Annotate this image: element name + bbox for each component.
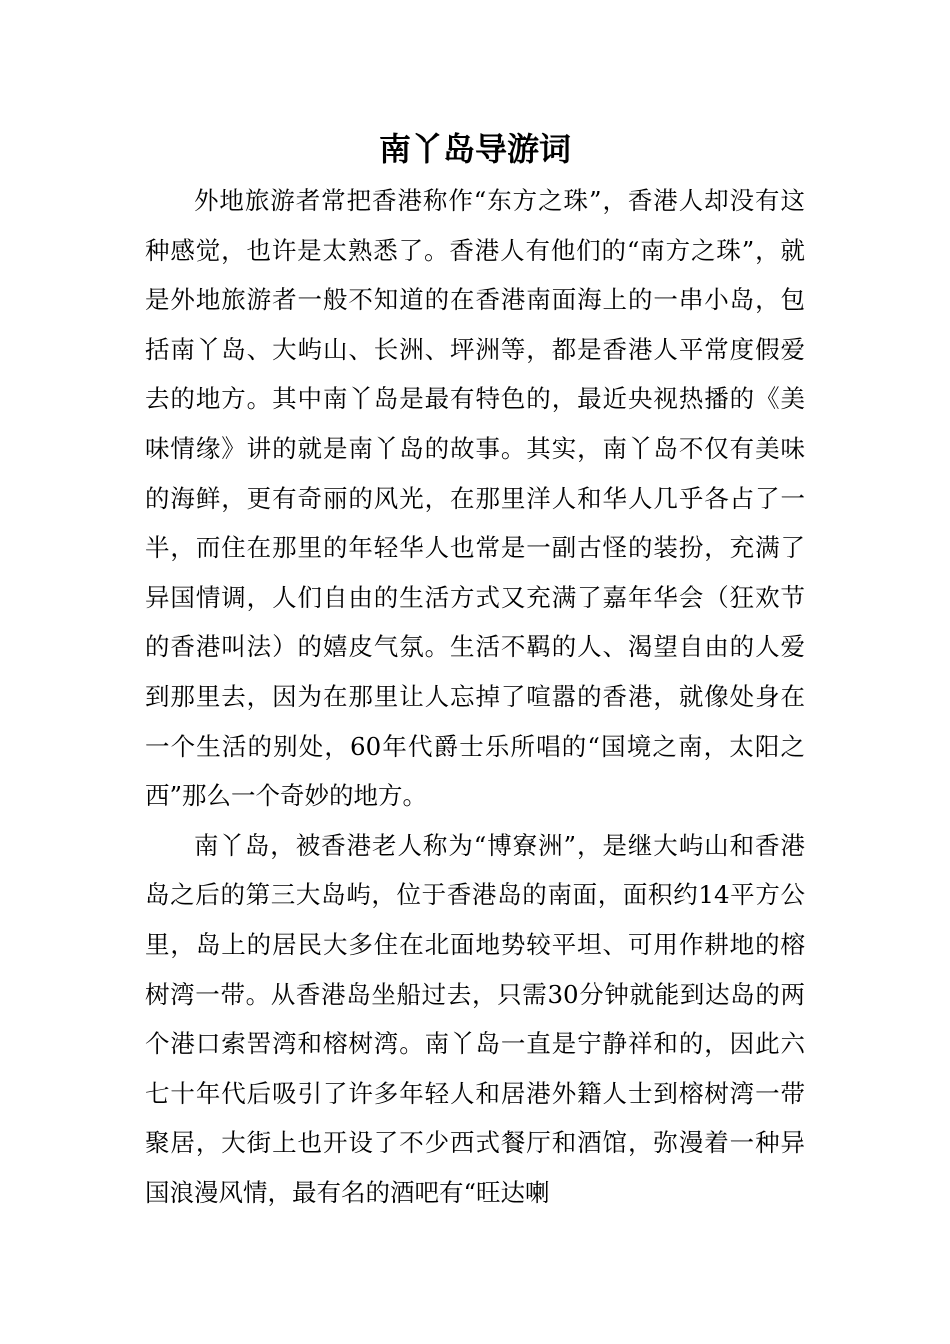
document-body bbox=[145, 176, 805, 1217]
paragraph-2: 南丫岛，被香港老人称为“博寮洲”，是继大屿山和香港岛之后的第三大岛屿，位于香港岛的南面，面积约14平方公里，岛上的居民大多住在北面地势较平坦、可用作耕地的榕树湾一带。从香港岛坐船过去，只需30分钟就能到达岛的两个港口索罟湾和榕树湾。南丫岛一直是宁静祥和的，因此六七十年代后吸引了许多年轻人和居港外籍人士到榕树湾一带聚居，大街上也开设了不少西式餐厅和酒馆，弥漫着一种异国浪漫风情，最有名的酒吧有“旺达喇 bbox=[145, 830, 805, 1207]
paragraph-1: 外地旅游者常把香港称作“东方之珠”，香港人却没有这种感觉，也许是太熟悉了。香港人有他们的“南方之珠”，就是外地旅游者一般不知道的在香港南面海上的一串小岛，包括南丫岛、大屿山、长洲、坪洲等，都是香港人平常度假爱去的地方。其中南丫岛是最有特色的，最近央视热播的《美味情缘》讲的就是南丫岛的故事。其实，南丫岛不仅有美味的海鲜，更有奇丽的风光，在那里洋人和华人几乎各占了一半，而住在那里的年轻华人也常是一副古怪的装扮，充满了异国情调，人们自由的生活方式又充满了嘉年华会（狂欢节的香港叫法）的嬉皮气氛。生活不羁的人、渴望自由的人爱到那里去，因为在那里让人忘掉了喧嚣的香港，就像处身在一个生活的别处，60年代爵士乐所唱的“国境之南，太阳之西”那么一个奇妙的地方。 bbox=[145, 186, 805, 811]
document-title: 南丫岛导游词 bbox=[378, 130, 571, 168]
